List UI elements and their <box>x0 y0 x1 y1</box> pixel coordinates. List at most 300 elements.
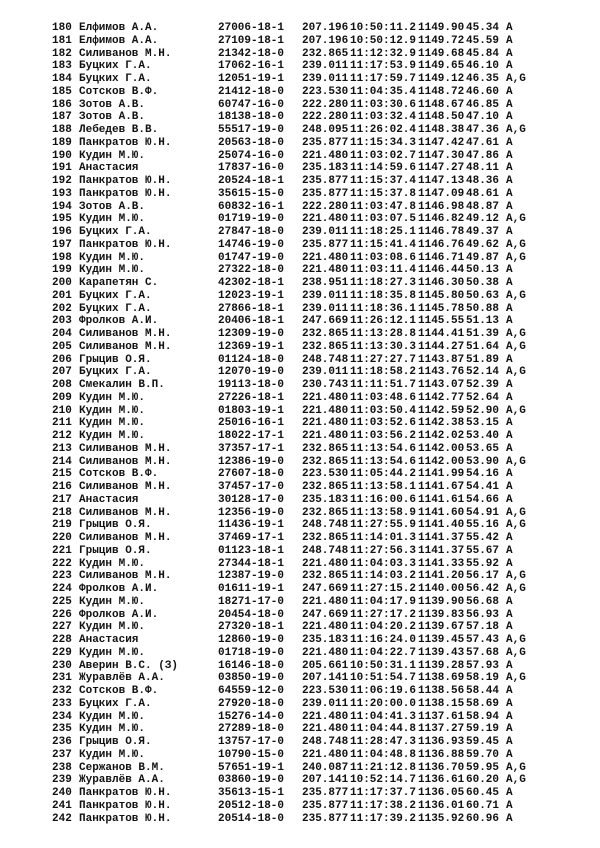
place-number: 208 <box>52 379 72 391</box>
arrival-time: 11:06:19.6 <box>350 685 417 697</box>
table-row <box>52 328 592 341</box>
place-number: 225 <box>52 595 72 608</box>
distance: 207.141 <box>302 672 349 685</box>
coefficient: 45.84 <box>466 47 500 60</box>
distance: 207.196 <box>302 22 349 34</box>
speed: 1141.67 <box>418 481 465 493</box>
arrival-time: 11:14:03.2 <box>350 570 417 583</box>
ring-code: 12387-19-0 <box>218 570 285 583</box>
arrival-time: 11:04:35.4 <box>350 85 417 98</box>
place-number: 236 <box>52 736 72 748</box>
arrival-time: 11:11:51.7 <box>350 379 417 391</box>
ring-code: 20514-18-0 <box>218 812 285 825</box>
ring-code: 20563-18-0 <box>218 136 285 149</box>
table-row <box>52 86 592 99</box>
table-row <box>52 124 592 137</box>
flags: A,G <box>506 328 526 340</box>
distance: 235.877 <box>302 238 349 251</box>
coefficient: 51.13 <box>466 315 500 328</box>
flags: A <box>506 659 513 672</box>
coefficient: 47.10 <box>466 111 500 124</box>
speed: 1139.90 <box>418 595 465 608</box>
coefficient: 50.88 <box>466 302 500 315</box>
speed: 1142.77 <box>418 391 465 404</box>
coefficient: 59.95 <box>466 761 500 774</box>
table-row <box>52 188 592 201</box>
coefficient: 56.42 <box>466 583 500 595</box>
coefficient: 55.92 <box>466 557 500 570</box>
table-row <box>52 35 592 48</box>
distance: 239.011 <box>302 697 349 710</box>
arrival-time: 10:51:54.7 <box>350 672 417 685</box>
table-row <box>52 150 592 163</box>
speed: 1136.01 <box>418 799 465 812</box>
table-row <box>52 774 592 787</box>
coefficient: 59.45 <box>466 736 500 748</box>
arrival-time: 11:15:37.4 <box>350 175 417 187</box>
speed: 1142.02 <box>418 430 465 442</box>
arrival-time: 11:13:54.6 <box>350 442 417 455</box>
coefficient: 50.13 <box>466 264 500 277</box>
place-number: 207 <box>52 366 72 379</box>
place-number: 206 <box>52 353 72 366</box>
participant-name: Кудин М.Ю. <box>79 149 146 162</box>
speed: 1143.76 <box>418 366 465 379</box>
participant-name: Сотсков В.Ф. <box>79 85 159 98</box>
flags: A,G <box>506 124 526 136</box>
flags: A <box>506 493 513 506</box>
speed: 1149.72 <box>418 34 465 47</box>
ring-code: 03860-19-0 <box>218 774 285 787</box>
place-number: 184 <box>52 73 72 85</box>
arrival-time: 11:27:15.2 <box>350 583 417 595</box>
flags: A <box>506 621 513 634</box>
flags: A <box>506 60 513 73</box>
table-row <box>52 596 592 609</box>
place-number: 215 <box>52 468 72 481</box>
speed: 1138.69 <box>418 672 465 685</box>
table-row <box>52 366 592 379</box>
place-number: 238 <box>52 761 72 774</box>
arrival-time: 11:13:28.8 <box>350 328 417 340</box>
table-row <box>52 570 592 583</box>
participant-name: Журавлёв А.А. <box>79 774 165 787</box>
ring-code: 17062-16-1 <box>218 60 285 73</box>
table-row <box>52 303 592 316</box>
coefficient: 46.35 <box>466 73 500 85</box>
participant-name: Кудин М.Ю. <box>79 430 146 442</box>
distance: 230.743 <box>302 379 349 391</box>
participant-name: Кудин М.Ю. <box>79 748 146 761</box>
table-row <box>52 468 592 481</box>
flags: A,G <box>506 238 526 251</box>
distance: 221.480 <box>302 251 349 264</box>
distance: 221.480 <box>302 213 349 226</box>
participant-name: Зотов А.В. <box>79 111 146 124</box>
place-number: 224 <box>52 583 72 595</box>
participant-name: Журавлёв А.А. <box>79 672 165 685</box>
arrival-time: 11:18:25.1 <box>350 226 417 238</box>
flags: A,G <box>506 774 526 787</box>
coefficient: 52.90 <box>466 404 500 417</box>
speed: 1146.30 <box>418 277 465 289</box>
coefficient: 49.37 <box>466 226 500 238</box>
distance: 238.951 <box>302 277 349 289</box>
place-number: 202 <box>52 302 72 315</box>
speed: 1143.07 <box>418 379 465 391</box>
flags: A,G <box>506 672 526 685</box>
place-number: 180 <box>52 22 72 34</box>
distance: 207.196 <box>302 34 349 47</box>
ring-code: 37357-17-1 <box>218 442 285 455</box>
table-row <box>52 48 592 61</box>
table-row <box>52 213 592 226</box>
table-row <box>52 73 592 86</box>
distance: 221.480 <box>302 646 349 659</box>
place-number: 226 <box>52 608 72 621</box>
participant-name: Грыцив О.Я. <box>79 544 152 557</box>
flags: A,G <box>506 506 526 519</box>
participant-name: Анастасия <box>79 162 139 175</box>
place-number: 227 <box>52 621 72 634</box>
table-row <box>52 162 592 175</box>
flags: A <box>506 799 513 812</box>
table-row <box>52 545 592 558</box>
table-row <box>52 239 592 252</box>
participant-name: Грыцив О.Я. <box>79 519 152 532</box>
arrival-time: 11:13:58.1 <box>350 481 417 493</box>
place-number: 194 <box>52 200 72 213</box>
distance: 221.480 <box>302 710 349 723</box>
coefficient: 54.66 <box>466 493 500 506</box>
speed: 1136.70 <box>418 761 465 774</box>
arrival-time: 11:14:59.6 <box>350 162 417 175</box>
ring-code: 60747-16-0 <box>218 98 285 111</box>
speed: 1147.13 <box>418 175 465 187</box>
ring-code: 27289-18-0 <box>218 723 285 736</box>
place-number: 205 <box>52 340 72 353</box>
coefficient: 51.89 <box>466 353 500 366</box>
table-row <box>52 290 592 303</box>
flags: A <box>506 468 513 481</box>
coefficient: 54.16 <box>466 468 500 481</box>
speed: 1147.09 <box>418 187 465 200</box>
coefficient: 55.16 <box>466 519 500 532</box>
table-row <box>52 201 592 214</box>
table-row <box>52 609 592 622</box>
ring-code: 55517-19-0 <box>218 124 285 136</box>
arrival-time: 11:15:37.8 <box>350 187 417 200</box>
distance: 235.877 <box>302 187 349 200</box>
distance: 222.280 <box>302 200 349 213</box>
arrival-time: 11:03:02.7 <box>350 149 417 162</box>
ring-code: 27866-18-1 <box>218 302 285 315</box>
participant-name: Анастасия <box>79 634 139 646</box>
table-row <box>52 558 592 571</box>
place-number: 222 <box>52 557 72 570</box>
coefficient: 53.40 <box>466 430 500 442</box>
distance: 248.748 <box>302 544 349 557</box>
arrival-time: 11:27:56.3 <box>350 544 417 557</box>
coefficient: 52.39 <box>466 379 500 391</box>
participant-name: Панкратов Ю.Н. <box>79 136 172 149</box>
speed: 1149.68 <box>418 47 465 60</box>
arrival-time: 11:04:48.8 <box>350 748 417 761</box>
flags: A <box>506 430 513 442</box>
coefficient: 48.87 <box>466 200 500 213</box>
flags: A,G <box>506 519 526 532</box>
coefficient: 57.18 <box>466 621 500 634</box>
speed: 1145.80 <box>418 289 465 302</box>
flags: A <box>506 723 513 736</box>
place-number: 223 <box>52 570 72 583</box>
speed: 1146.78 <box>418 226 465 238</box>
place-number: 212 <box>52 430 72 442</box>
place-number: 209 <box>52 391 72 404</box>
table-row <box>52 137 592 150</box>
speed: 1148.72 <box>418 85 465 98</box>
arrival-time: 11:15:34.3 <box>350 136 417 149</box>
participant-name: Силиванов М.Н. <box>79 328 172 340</box>
speed: 1137.61 <box>418 710 465 723</box>
table-row <box>52 443 592 456</box>
arrival-time: 11:27:17.2 <box>350 608 417 621</box>
table-row <box>52 456 592 469</box>
speed: 1149.12 <box>418 73 465 85</box>
arrival-time: 11:17:39.2 <box>350 812 417 825</box>
distance: 235.877 <box>302 812 349 825</box>
flags: A,G <box>506 570 526 583</box>
flags: A <box>506 175 513 187</box>
ring-code: 20524-18-1 <box>218 175 285 187</box>
participant-name: Силиванов М.Н. <box>79 481 172 493</box>
arrival-time: 11:03:52.6 <box>350 417 417 430</box>
arrival-time: 11:05:44.2 <box>350 468 417 481</box>
speed: 1146.82 <box>418 213 465 226</box>
ring-code: 01747-19-0 <box>218 251 285 264</box>
arrival-time: 11:18:35.8 <box>350 289 417 302</box>
coefficient: 50.38 <box>466 277 500 289</box>
place-number: 237 <box>52 748 72 761</box>
ring-code: 12369-19-1 <box>218 340 285 353</box>
distance: 222.280 <box>302 98 349 111</box>
participant-name: Кудин М.Ю. <box>79 646 146 659</box>
flags: A,G <box>506 73 526 85</box>
participant-name: Кудин М.Ю. <box>79 710 146 723</box>
table-row <box>52 749 592 762</box>
coefficient: 51.39 <box>466 328 500 340</box>
ring-code: 01124-18-0 <box>218 353 285 366</box>
coefficient: 60.45 <box>466 787 500 799</box>
place-number: 181 <box>52 34 72 47</box>
table-row <box>52 532 592 545</box>
place-number: 186 <box>52 98 72 111</box>
speed: 1136.88 <box>418 748 465 761</box>
participant-name: Карапетян С. <box>79 277 159 289</box>
participant-name: Грыцив О.Я. <box>79 353 152 366</box>
flags: A <box>506 187 513 200</box>
place-number: 242 <box>52 812 72 825</box>
place-number: 197 <box>52 238 72 251</box>
distance: 232.865 <box>302 455 349 468</box>
speed: 1139.43 <box>418 646 465 659</box>
ring-code: 01611-19-1 <box>218 583 285 595</box>
flags: A <box>506 149 513 162</box>
participant-name: Смекалин В.П. <box>79 379 165 391</box>
flags: A <box>506 379 513 391</box>
participant-name: Фролков А.И. <box>79 315 159 328</box>
ring-code: 64559-12-0 <box>218 685 285 697</box>
place-number: 214 <box>52 455 72 468</box>
table-row <box>52 379 592 392</box>
flags: A,G <box>506 583 526 595</box>
table-row <box>52 315 592 328</box>
participant-name: Панкратов Ю.Н. <box>79 812 172 825</box>
speed: 1139.67 <box>418 621 465 634</box>
participant-name: Кудин М.Ю. <box>79 213 146 226</box>
flags: A <box>506 200 513 213</box>
distance: 221.480 <box>302 417 349 430</box>
ring-code: 60832-16-1 <box>218 200 285 213</box>
coefficient: 60.96 <box>466 812 500 825</box>
coefficient: 58.94 <box>466 710 500 723</box>
participant-name: Кудин М.Ю. <box>79 723 146 736</box>
table-row <box>52 647 592 660</box>
speed: 1141.60 <box>418 506 465 519</box>
table-row <box>52 660 592 673</box>
speed: 1146.71 <box>418 251 465 264</box>
participant-name: Кудин М.Ю. <box>79 264 146 277</box>
table-row <box>52 787 592 800</box>
distance: 248.748 <box>302 519 349 532</box>
flags: A <box>506 544 513 557</box>
distance: 235.183 <box>302 162 349 175</box>
distance: 232.865 <box>302 442 349 455</box>
coefficient: 56.68 <box>466 595 500 608</box>
coefficient: 46.60 <box>466 85 500 98</box>
distance: 248.748 <box>302 353 349 366</box>
participant-name: Грыцив О.Я. <box>79 736 152 748</box>
place-number: 211 <box>52 417 72 430</box>
distance: 232.865 <box>302 532 349 544</box>
place-number: 183 <box>52 60 72 73</box>
flags: A <box>506 98 513 111</box>
table-row <box>52 99 592 112</box>
flags: A <box>506 315 513 328</box>
ring-code: 01803-19-1 <box>218 404 285 417</box>
participant-name: Буцких Г.А. <box>79 697 152 710</box>
arrival-time: 11:04:03.3 <box>350 557 417 570</box>
distance: 207.141 <box>302 774 349 787</box>
distance: 222.280 <box>302 111 349 124</box>
arrival-time: 11:03:56.2 <box>350 430 417 442</box>
place-number: 217 <box>52 493 72 506</box>
coefficient: 55.42 <box>466 532 500 544</box>
flags: A <box>506 557 513 570</box>
distance: 232.865 <box>302 47 349 60</box>
coefficient: 53.15 <box>466 417 500 430</box>
coefficient: 48.36 <box>466 175 500 187</box>
participant-name: Сотсков В.Ф. <box>79 685 159 697</box>
flags: A,G <box>506 761 526 774</box>
ring-code: 12386-19-0 <box>218 455 285 468</box>
place-number: 200 <box>52 277 72 289</box>
ring-code: 25016-16-1 <box>218 417 285 430</box>
participant-name: Фролков А.И. <box>79 583 159 595</box>
arrival-time: 11:16:00.6 <box>350 493 417 506</box>
ring-code: 18138-18-0 <box>218 111 285 124</box>
place-number: 185 <box>52 85 72 98</box>
coefficient: 45.34 <box>466 22 500 34</box>
arrival-time: 11:26:02.4 <box>350 124 417 136</box>
table-row <box>52 494 592 507</box>
distance: 232.865 <box>302 328 349 340</box>
flags: A <box>506 685 513 697</box>
place-number: 213 <box>52 442 72 455</box>
table-row <box>52 711 592 724</box>
ring-code: 12070-19-0 <box>218 366 285 379</box>
ring-code: 01123-18-1 <box>218 544 285 557</box>
coefficient: 53.65 <box>466 442 500 455</box>
arrival-time: 11:27:27.7 <box>350 353 417 366</box>
participant-name: Панкратов Ю.Н. <box>79 187 172 200</box>
table-row <box>52 762 592 775</box>
flags: A,G <box>506 213 526 226</box>
ring-code: 18271-17-0 <box>218 595 285 608</box>
speed: 1142.59 <box>418 404 465 417</box>
place-number: 191 <box>52 162 72 175</box>
coefficient: 48.61 <box>466 187 500 200</box>
flags: A <box>506 353 513 366</box>
participant-name: Силиванов М.Н. <box>79 455 172 468</box>
ring-code: 19113-18-0 <box>218 379 285 391</box>
coefficient: 59.19 <box>466 723 500 736</box>
table-row <box>52 60 592 73</box>
arrival-time: 11:12:32.9 <box>350 47 417 60</box>
place-number: 234 <box>52 710 72 723</box>
speed: 1147.30 <box>418 149 465 162</box>
participant-name: Силиванов М.Н. <box>79 340 172 353</box>
table-row <box>52 430 592 443</box>
place-number: 219 <box>52 519 72 532</box>
flags: A <box>506 391 513 404</box>
coefficient: 58.44 <box>466 685 500 697</box>
flags: A,G <box>506 634 526 646</box>
flags: A <box>506 812 513 825</box>
ring-code: 27847-18-0 <box>218 226 285 238</box>
arrival-time: 10:50:31.1 <box>350 659 417 672</box>
participant-name: Кудин М.Ю. <box>79 557 146 570</box>
participant-name: Буцких Г.А. <box>79 289 152 302</box>
flags: A <box>506 162 513 175</box>
speed: 1139.28 <box>418 659 465 672</box>
table-row <box>52 354 592 367</box>
coefficient: 52.64 <box>466 391 500 404</box>
place-number: 240 <box>52 787 72 799</box>
place-number: 182 <box>52 47 72 60</box>
speed: 1141.99 <box>418 468 465 481</box>
flags: A <box>506 595 513 608</box>
place-number: 198 <box>52 251 72 264</box>
speed: 1141.37 <box>418 532 465 544</box>
place-number: 230 <box>52 659 72 672</box>
distance: 247.669 <box>302 583 349 595</box>
participant-name: Буцких Г.А. <box>79 60 152 73</box>
arrival-time: 11:16:24.0 <box>350 634 417 646</box>
arrival-time: 10:50:11.2 <box>350 22 417 34</box>
ring-code: 21342-18-0 <box>218 47 285 60</box>
flags: A,G <box>506 251 526 264</box>
